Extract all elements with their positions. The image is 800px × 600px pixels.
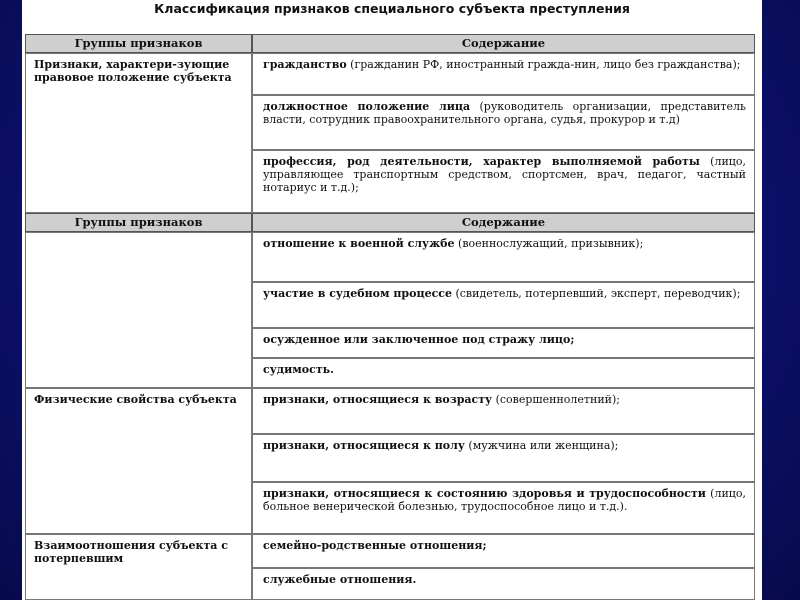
content-item: служебные отношения. xyxy=(252,568,755,600)
slide xyxy=(22,0,762,600)
content-item: осужденное или заключенное под стражу лицо; xyxy=(252,328,755,358)
content-item: признаки, относящиеся к возрасту (совершеннолетний); xyxy=(252,388,755,434)
content-item: профессия, род деятельности, характер выполняемой работы (лицо, управляющее транспортным средством, спортсмен, врач, педагог, частный нотариус и т.д.); xyxy=(252,150,755,213)
group-empty xyxy=(25,232,252,388)
content-item: судимость. xyxy=(252,358,755,388)
header-content-2: Содержание xyxy=(252,213,755,232)
content-item: признаки, относящиеся к полу (мужчина или женщина); xyxy=(252,434,755,482)
content-item: признаки, относящиеся к состоянию здоровья и трудоспособности (лицо, больное венерической болезнью, трудоспособное лицо и т.д.). xyxy=(252,482,755,534)
content-item: должностное положение лица (руководитель организации, представитель власти, сотрудник правоохранительного органа, судья, прокурор и т.д) xyxy=(252,95,755,150)
table-title: Классификация признаков специального субъекта преступления xyxy=(154,1,630,16)
header-content-1: Содержание xyxy=(252,34,755,53)
content-item: семейно-родственные отношения; xyxy=(252,534,755,568)
content-item: отношение к военной службе (военнослужащий, призывник); xyxy=(252,232,755,282)
group-legal-status: Признаки, характери-зующие правовое положение субъекта xyxy=(25,53,252,213)
content-item: участие в судебном процессе (свидетель, потерпевший, эксперт, переводчик); xyxy=(252,282,755,328)
header-groups-1: Группы признаков xyxy=(25,34,252,53)
group-relations-with-victim: Взаимоотношения субъекта с потерпевшим xyxy=(25,534,252,600)
group-physical-properties: Физические свойства субъекта xyxy=(25,388,252,534)
header-groups-2: Группы признаков xyxy=(25,213,252,232)
content-item: гражданство (гражданин РФ, иностранный гражда-нин, лицо без гражданства); xyxy=(252,53,755,95)
